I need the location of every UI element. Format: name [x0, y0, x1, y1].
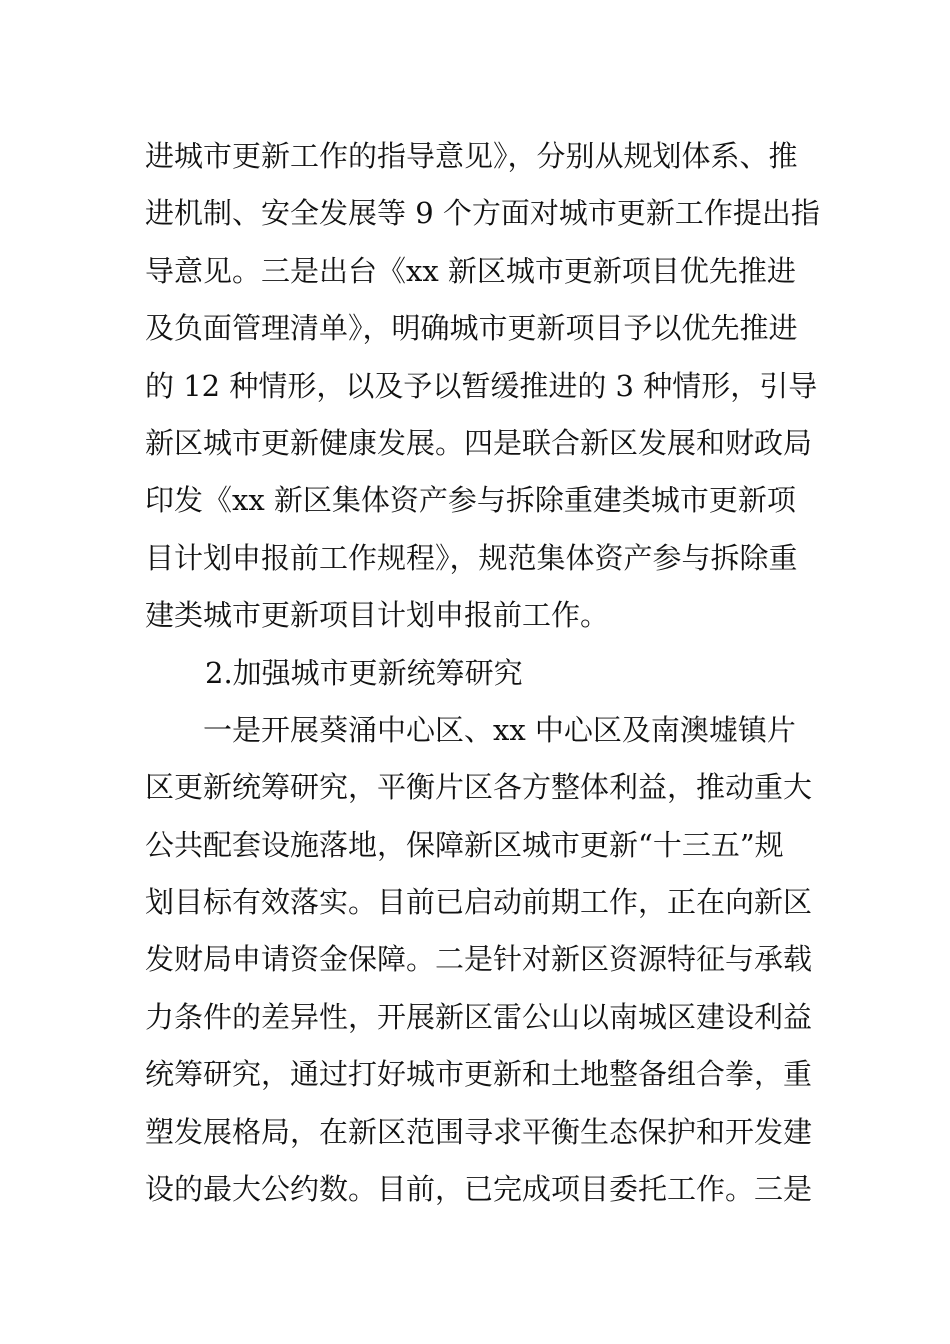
- section-heading: 2.加强城市更新统筹研究: [205, 655, 523, 690]
- text-line: 新区城市更新健康发展。四是联合新区发展和财政局: [145, 425, 813, 460]
- text-line: 建类城市更新项目计划申报前工作。: [145, 598, 610, 633]
- document-body: [145, 128, 825, 1218]
- text-line: 导意见。三是出台《xx 新区城市更新项目优先推进: [145, 253, 796, 288]
- text-line: 一是开展葵涌中心区、xx 中心区及南澳墟镇片: [203, 712, 796, 747]
- text-line: 进机制、安全发展等 9 个方面对城市更新工作提出指: [145, 196, 820, 231]
- text-line: 力条件的差异性，开展新区雷公山以南城区建设利益: [145, 999, 813, 1034]
- text-line: 划目标有效落实。目前已启动前期工作，正在向新区: [145, 885, 813, 920]
- text-line: 发财局申请资金保障。二是针对新区资源特征与承载: [145, 942, 813, 977]
- text-line: 及负面管理清单》，明确城市更新项目予以优先推进: [145, 311, 798, 346]
- text-line: 印发《xx 新区集体资产参与拆除重建类城市更新项: [145, 483, 796, 518]
- paragraph-1: [145, 128, 825, 645]
- text-line: 塑发展格局，在新区范围寻求平衡生态保护和开发建: [145, 1114, 813, 1149]
- text-line: 进城市更新工作的指导意见》，分别从规划体系、推: [145, 139, 798, 173]
- text-line: 的 12 种情形，以及予以暂缓推进的 3 种情形，引导: [145, 368, 818, 403]
- text-line: 区更新统筹研究，平衡片区各方整体利益，推动重大: [145, 770, 813, 805]
- paragraph-2: [145, 702, 825, 1219]
- text-line: 设的最大公约数。目前，已完成项目委托工作。三是: [145, 1172, 813, 1207]
- text-line: 目计划申报前工作规程》，规范集体资产参与拆除重: [145, 540, 798, 575]
- text-line: 统筹研究，通过打好城市更新和土地整备组合拳，重: [145, 1057, 813, 1092]
- text-line: 公共配套设施落地，保障新区城市更新“十三五”规: [145, 827, 784, 862]
